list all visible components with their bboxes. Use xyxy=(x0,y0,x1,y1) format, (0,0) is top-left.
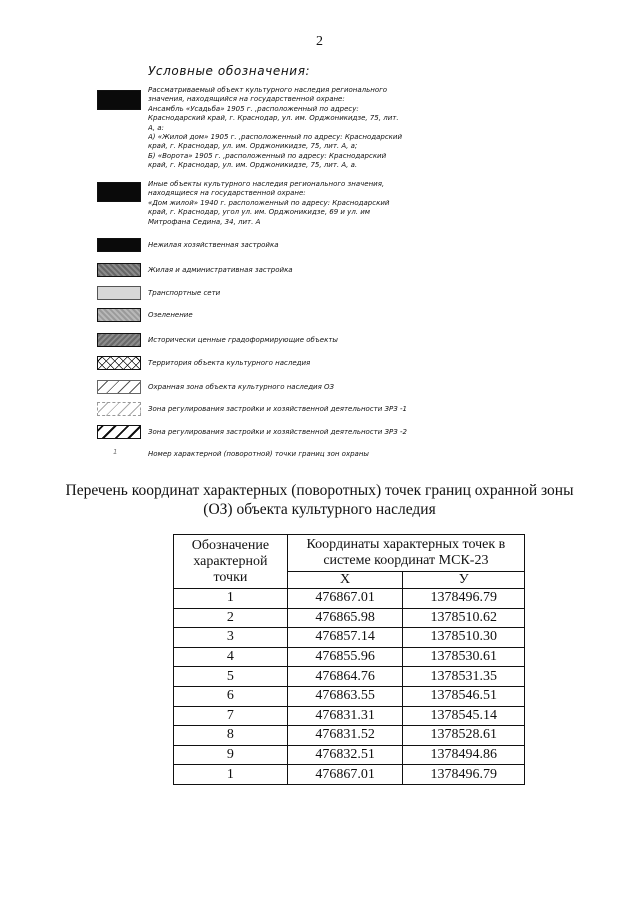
legend-line: Б) «Ворота» 1905 г. ,расположенный по адресу: Краснодарский xyxy=(148,151,387,160)
cell-y: 1378531.35 xyxy=(403,667,525,687)
legend-line: Рассматриваемый объект культурного наследия регионального xyxy=(148,86,388,94)
legend-text: Нежилая хозяйственная застройка xyxy=(148,241,279,249)
legend-line: Ансамбль «Усадьба» 1905 г. ,расположенный по адресу: xyxy=(148,104,359,113)
cell-point: 9 xyxy=(174,745,288,765)
legend-swatch xyxy=(97,238,141,252)
cell-point: 1 xyxy=(174,589,288,609)
header-x: X xyxy=(287,572,403,589)
legend-swatch xyxy=(97,90,141,110)
cell-point: 3 xyxy=(174,628,288,648)
header-point: Обозначение характерной точки xyxy=(174,535,288,589)
cell-x: 476867.01 xyxy=(287,765,403,785)
legend-text: Территория объекта культурного наследия xyxy=(148,359,311,367)
cell-x: 476857.14 xyxy=(287,628,403,648)
cell-point: 6 xyxy=(174,686,288,706)
title-line: (ОЗ) объекта культурного наследия xyxy=(203,501,436,518)
table-row xyxy=(174,628,525,648)
page-number: 2 xyxy=(316,34,323,49)
cell-y: 1378496.79 xyxy=(403,765,525,785)
legend-text: Зона регулирования застройки и хозяйственной деятельности ЗРЗ -2 xyxy=(148,428,407,436)
point-marker: 1 xyxy=(113,448,118,456)
legend-line: край, г. Краснодар, угол ул. им. Орджоникидзе, 69 и ул. им xyxy=(148,208,371,217)
cell-point: 1 xyxy=(174,765,288,785)
table-row xyxy=(174,647,525,667)
cell-point: 8 xyxy=(174,726,288,746)
legend-swatch xyxy=(97,308,141,322)
cell-x: 476831.31 xyxy=(287,706,403,726)
table-row xyxy=(174,765,525,785)
legend-text: Исторически ценные градоформирующие объекты xyxy=(148,336,338,344)
header-y: У xyxy=(403,572,525,589)
cell-y: 1378510.62 xyxy=(403,608,525,628)
legend-line: «Дом жилой» 1940 г. расположенный по адресу: Краснодарский xyxy=(148,198,390,207)
cell-x: 476867.01 xyxy=(287,589,403,609)
legend-swatch xyxy=(97,402,141,416)
legend-line: Иные объекты культурного наследия регионального значения, xyxy=(148,180,385,188)
header-coordinates: Координаты характерных точек в системе координат МСК-23 xyxy=(287,535,524,572)
table-row xyxy=(174,686,525,706)
cell-y: 1378545.14 xyxy=(403,706,525,726)
legend-text: Охранная зона объекта культурного наследия ОЗ xyxy=(148,383,335,391)
legend-swatch xyxy=(97,182,141,202)
legend-text: Транспортные сети xyxy=(148,289,221,297)
table-body xyxy=(174,589,525,785)
title-line: Перечень координат характерных (поворотных) точек границ охранной зоны xyxy=(65,482,574,499)
legend-text: Зона регулирования застройки и хозяйственной деятельности ЗРЗ -1 xyxy=(148,405,407,413)
cell-y: 1378546.51 xyxy=(403,686,525,706)
legend-swatch xyxy=(97,356,141,370)
coordinates-list-title xyxy=(40,481,599,519)
legend-swatch xyxy=(97,425,141,439)
cell-x: 476831.52 xyxy=(287,726,403,746)
cell-y: 1378530.61 xyxy=(403,647,525,667)
coordinates-table xyxy=(173,534,525,785)
legend-line: край, г. Краснодар, ул. им. Орджоникидзе, 75, лит. А, а; xyxy=(148,142,358,151)
legend-text xyxy=(148,180,410,227)
cell-y: 1378510.30 xyxy=(403,628,525,648)
table-row xyxy=(174,589,525,609)
cell-y: 1378528.61 xyxy=(403,726,525,746)
legend-line: значения, находящийся на государственной охране: xyxy=(148,95,345,104)
cell-point: 4 xyxy=(174,647,288,667)
table-row xyxy=(174,608,525,628)
table-header-row xyxy=(174,535,525,572)
table-row xyxy=(174,706,525,726)
legend-line: Краснодарский край, г. Краснодар, ул. им. Орджоникидзе, 75, лит. xyxy=(148,114,399,123)
legend-line: А, а: xyxy=(148,123,164,132)
cell-x: 476863.55 xyxy=(287,686,403,706)
legend-swatch xyxy=(97,286,141,300)
legend-text: Жилая и административная застройка xyxy=(148,266,293,274)
cell-y: 1378496.79 xyxy=(403,589,525,609)
legend-swatch xyxy=(97,263,141,277)
cell-x: 476855.96 xyxy=(287,647,403,667)
legend-swatch xyxy=(97,380,141,394)
legend-text xyxy=(148,86,410,171)
table-row xyxy=(174,726,525,746)
legend-line: находящиеся на государственной охране: xyxy=(148,189,306,198)
legend-title: Условные обозначения: xyxy=(148,64,311,78)
legend-text: Озеленение xyxy=(148,311,193,319)
cell-x: 476864.76 xyxy=(287,667,403,687)
cell-point: 7 xyxy=(174,706,288,726)
legend-text: Номер характерной (поворотной) точки границ зон охраны xyxy=(148,450,369,458)
legend-swatch xyxy=(97,333,141,347)
legend-line: край, г. Краснодар, ул. им. Орджоникидзе, 75, лит. А, а. xyxy=(148,161,358,170)
legend-line: Митрофана Седина, 34, лит. А xyxy=(148,217,261,226)
cell-point: 2 xyxy=(174,608,288,628)
table-row xyxy=(174,745,525,765)
legend-line: А) «Жилой дом» 1905 г. ,расположенный по адресу: Краснодарский xyxy=(148,133,402,142)
cell-y: 1378494.86 xyxy=(403,745,525,765)
cell-point: 5 xyxy=(174,667,288,687)
cell-x: 476832.51 xyxy=(287,745,403,765)
table-row xyxy=(174,667,525,687)
cell-x: 476865.98 xyxy=(287,608,403,628)
